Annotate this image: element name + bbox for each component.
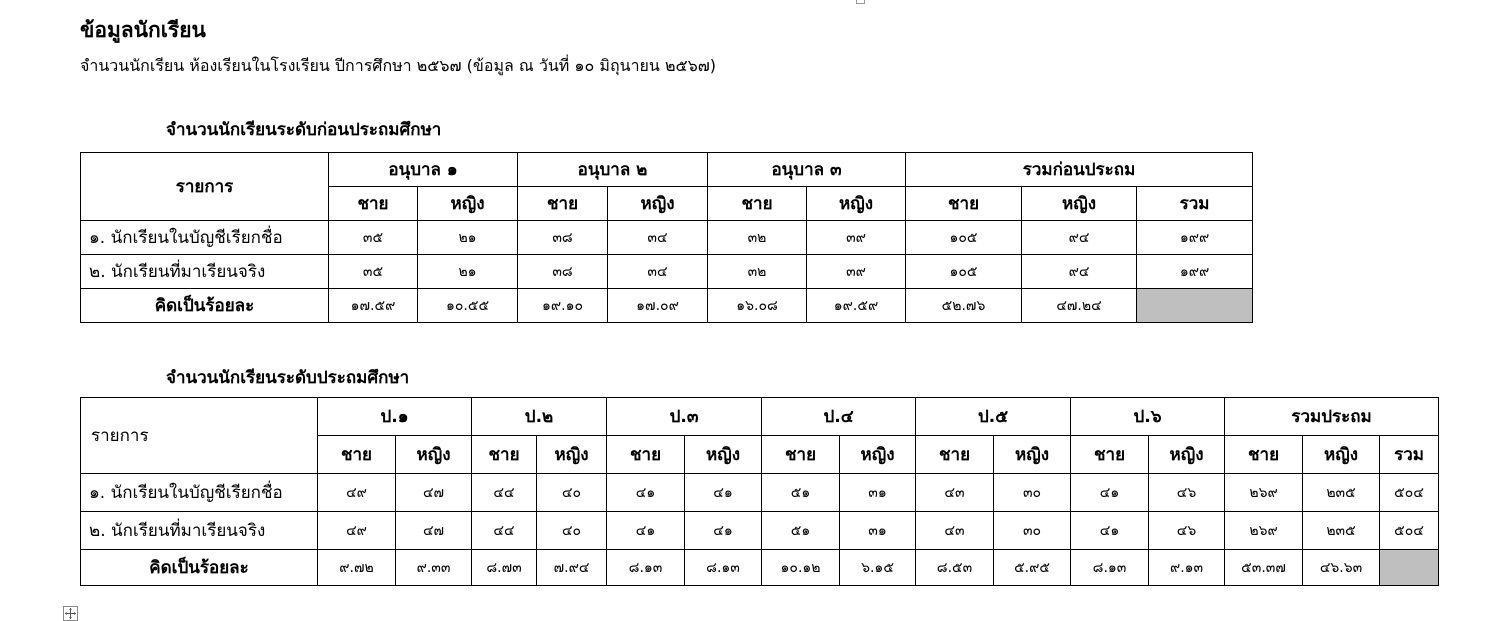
percent-row-label: คิดเป็นร้อยละ bbox=[81, 550, 318, 586]
sub-header-male: ชาย bbox=[1225, 436, 1303, 474]
percent-cell: ๕๒.๗๖ bbox=[906, 289, 1022, 323]
data-cell: ๒๖๙ bbox=[1225, 474, 1303, 512]
sub-header-male: ชาย bbox=[1071, 436, 1149, 474]
data-cell: ๔๗ bbox=[396, 512, 472, 550]
table-row bbox=[81, 474, 1439, 512]
data-cell: ๔๑ bbox=[1071, 512, 1149, 550]
data-cell: ๔๙ bbox=[318, 474, 396, 512]
percent-cell: ๑๐.๑๒ bbox=[762, 550, 840, 586]
data-cell: ๔๓ bbox=[916, 474, 994, 512]
group-header: ป.๒ bbox=[472, 398, 607, 436]
sub-header-female: หญิง bbox=[608, 187, 708, 221]
percent-row-label: คิดเป็นร้อยละ bbox=[81, 289, 329, 323]
sub-header-male: ชาย bbox=[607, 436, 685, 474]
table-move-handle-icon[interactable] bbox=[63, 606, 78, 621]
data-cell: ๑๐๕ bbox=[906, 255, 1022, 289]
percent-cell: ๘.๕๓ bbox=[916, 550, 994, 586]
percent-cell: ๕.๙๕ bbox=[994, 550, 1071, 586]
percent-cell: ๖.๑๕ bbox=[840, 550, 916, 586]
percent-cell: ๔๖.๖๓ bbox=[1303, 550, 1380, 586]
row-label: ๑. นักเรียนในบัญชีเรียกชื่อ bbox=[81, 221, 329, 255]
data-cell: ๙๔ bbox=[1022, 221, 1137, 255]
data-cell: ๔๐ bbox=[537, 474, 607, 512]
data-cell: ๕๐๔ bbox=[1380, 512, 1439, 550]
row-label: ๒. นักเรียนที่มาเรียนจริง bbox=[81, 512, 318, 550]
row-label: ๒. นักเรียนที่มาเรียนจริง bbox=[81, 255, 329, 289]
table-row bbox=[81, 512, 1439, 550]
percent-cell: ๑๙.๑๐ bbox=[518, 289, 608, 323]
data-cell: ๔๑ bbox=[607, 512, 685, 550]
row-label: ๑. นักเรียนในบัญชีเรียกชื่อ bbox=[81, 474, 318, 512]
total-group-header: รวมก่อนประถม bbox=[906, 153, 1253, 187]
page-title: ข้อมูลนักเรียน bbox=[80, 18, 206, 42]
percent-row bbox=[81, 289, 1253, 323]
data-cell: ๓๘ bbox=[518, 221, 608, 255]
table-row bbox=[81, 255, 1253, 289]
data-cell: ๓๘ bbox=[518, 255, 608, 289]
data-cell: ๓๒ bbox=[708, 255, 807, 289]
data-cell: ๔๑ bbox=[685, 474, 762, 512]
sub-header-female: หญิง bbox=[1149, 436, 1225, 474]
percent-cell: ๗.๙๔ bbox=[537, 550, 607, 586]
percent-cell: ๑๗.๐๙ bbox=[608, 289, 708, 323]
data-cell: ๓๑ bbox=[840, 512, 916, 550]
data-cell: ๔๖ bbox=[1149, 512, 1225, 550]
data-cell: ๕๑ bbox=[762, 512, 840, 550]
percent-cell: ๔๗.๒๔ bbox=[1022, 289, 1137, 323]
data-cell: ๑๙๙ bbox=[1137, 221, 1253, 255]
sub-header-female: หญิง bbox=[807, 187, 906, 221]
group-header: ป.๖ bbox=[1071, 398, 1225, 436]
sub-header-male: ชาย bbox=[762, 436, 840, 474]
percent-cell: ๙.๓๓ bbox=[396, 550, 472, 586]
data-cell: ๑๐๕ bbox=[906, 221, 1022, 255]
page-subtitle: จำนวนนักเรียน ห้องเรียนในโรงเรียน ปีการศึกษา ๒๕๖๗ (ข้อมูล ณ วันที่ ๑๐ มิถุนายน ๒๕๖๗) bbox=[80, 56, 717, 75]
group-header: อนุบาล ๓ bbox=[708, 153, 906, 187]
percent-cell: ๘.๑๓ bbox=[685, 550, 762, 586]
anchor-marker-icon bbox=[856, 0, 865, 4]
percent-cell: ๑๐.๕๕ bbox=[418, 289, 518, 323]
data-cell: ๓๐ bbox=[994, 474, 1071, 512]
data-cell: ๔๑ bbox=[607, 474, 685, 512]
data-cell: ๒๓๕ bbox=[1303, 474, 1380, 512]
data-cell: ๔๐ bbox=[537, 512, 607, 550]
percent-cell: ๕๓.๓๗ bbox=[1225, 550, 1303, 586]
data-cell: ๓๐ bbox=[994, 512, 1071, 550]
sub-header-total: รวม bbox=[1137, 187, 1253, 221]
group-header: อนุบาล ๑ bbox=[329, 153, 518, 187]
data-cell: ๒๖๙ bbox=[1225, 512, 1303, 550]
percent-cell: ๑๖.๐๘ bbox=[708, 289, 807, 323]
percent-row bbox=[81, 550, 1439, 586]
data-cell: ๔๓ bbox=[916, 512, 994, 550]
data-cell: ๕๑ bbox=[762, 474, 840, 512]
sub-header-female: หญิง bbox=[685, 436, 762, 474]
sub-header-male: ชาย bbox=[708, 187, 807, 221]
group-header: อนุบาล ๒ bbox=[518, 153, 708, 187]
data-cell: ๔๖ bbox=[1149, 474, 1225, 512]
data-cell: ๔๑ bbox=[685, 512, 762, 550]
primary-section-title: จำนวนนักเรียนระดับประถมศึกษา bbox=[166, 368, 410, 388]
group-header: ป.๑ bbox=[318, 398, 472, 436]
preprimary-section-title: จำนวนนักเรียนระดับก่อนประถมศึกษา bbox=[166, 120, 442, 140]
data-cell: ๔๗ bbox=[396, 474, 472, 512]
sub-header-male: ชาย bbox=[318, 436, 396, 474]
total-group-header: รวมประถม bbox=[1225, 398, 1439, 436]
data-cell: ๒๑ bbox=[418, 221, 518, 255]
data-cell: ๓๙ bbox=[807, 255, 906, 289]
data-cell: ๒๓๕ bbox=[1303, 512, 1380, 550]
percent-cell: ๘.๑๓ bbox=[1071, 550, 1149, 586]
table-row bbox=[81, 221, 1253, 255]
sub-header-male: ชาย bbox=[916, 436, 994, 474]
data-cell: ๓๑ bbox=[840, 474, 916, 512]
sub-header-male: ชาย bbox=[329, 187, 418, 221]
sub-header-female: หญิง bbox=[418, 187, 518, 221]
sub-header-male: ชาย bbox=[472, 436, 537, 474]
sub-header-female: หญิง bbox=[1303, 436, 1380, 474]
group-header: ป.๓ bbox=[607, 398, 762, 436]
table-corner-label: รายการ bbox=[81, 153, 329, 221]
group-header: ป.๔ bbox=[762, 398, 916, 436]
data-cell: ๔๔ bbox=[472, 512, 537, 550]
data-cell: ๓๔ bbox=[608, 255, 708, 289]
empty-shaded-cell bbox=[1380, 550, 1439, 586]
sub-header-male: ชาย bbox=[518, 187, 608, 221]
sub-header-female: หญิง bbox=[840, 436, 916, 474]
sub-header-female: หญิง bbox=[1022, 187, 1137, 221]
sub-header-male: ชาย bbox=[906, 187, 1022, 221]
preprimary-student-table bbox=[80, 152, 1253, 323]
percent-cell: ๑๗.๕๙ bbox=[329, 289, 418, 323]
sub-header-female: หญิง bbox=[994, 436, 1071, 474]
percent-cell: ๙.๑๓ bbox=[1149, 550, 1225, 586]
percent-cell: ๘.๑๓ bbox=[607, 550, 685, 586]
data-cell: ๔๑ bbox=[1071, 474, 1149, 512]
data-cell: ๑๙๙ bbox=[1137, 255, 1253, 289]
sub-header-female: หญิง bbox=[396, 436, 472, 474]
percent-cell: ๘.๗๓ bbox=[472, 550, 537, 586]
data-cell: ๓๒ bbox=[708, 221, 807, 255]
data-cell: ๒๑ bbox=[418, 255, 518, 289]
data-cell: ๔๙ bbox=[318, 512, 396, 550]
data-cell: ๔๔ bbox=[472, 474, 537, 512]
data-cell: ๕๐๔ bbox=[1380, 474, 1439, 512]
data-cell: ๓๙ bbox=[807, 221, 906, 255]
primary-student-table bbox=[80, 397, 1439, 586]
percent-cell: ๙.๗๒ bbox=[318, 550, 396, 586]
percent-cell: ๑๙.๕๙ bbox=[807, 289, 906, 323]
data-cell: ๓๕ bbox=[329, 221, 418, 255]
sub-header-total: รวม bbox=[1380, 436, 1439, 474]
table-corner-label: รายการ bbox=[81, 398, 318, 474]
sub-header-female: หญิง bbox=[537, 436, 607, 474]
data-cell: ๓๔ bbox=[608, 221, 708, 255]
empty-shaded-cell bbox=[1137, 289, 1253, 323]
group-header: ป.๕ bbox=[916, 398, 1071, 436]
data-cell: ๓๕ bbox=[329, 255, 418, 289]
data-cell: ๙๔ bbox=[1022, 255, 1137, 289]
